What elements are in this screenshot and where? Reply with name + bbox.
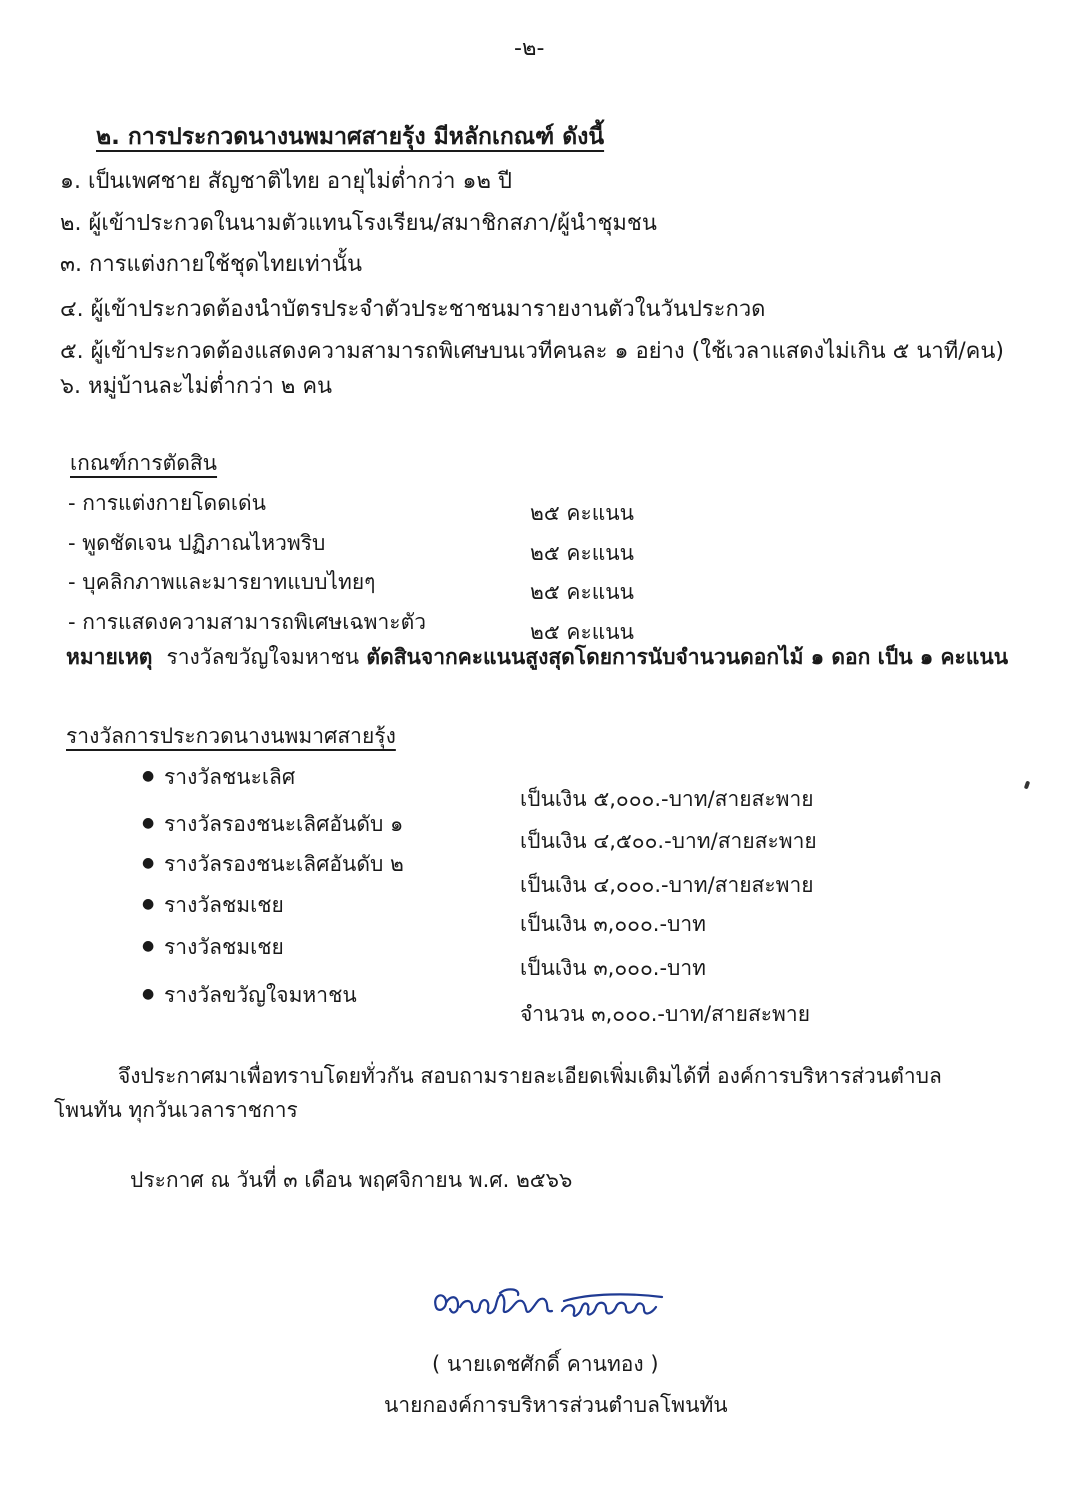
scan-speck bbox=[1024, 781, 1030, 790]
prize-name: ● รางวัลรองชนะเลิศอันดับ ๒ bbox=[142, 852, 404, 876]
requirement-item: ๖. หมู่บ้านละไม่ต่ำกว่า ๒ คน bbox=[60, 374, 333, 399]
closing-paragraph-line1: จึงประกาศมาเพื่อทราบโดยทั่วกัน สอบถามรายละเอียดเพิ่มเติมได้ที่ องค์การบริหารส่วนตำบล bbox=[118, 1064, 942, 1088]
criteria-score: ๒๕ คะแนน bbox=[530, 501, 634, 525]
bullet-icon: ● bbox=[142, 896, 155, 912]
requirement-item: ๒. ผู้เข้าประกวดในนามตัวแทนโรงเรียน/สมาชิกสภา/ผู้นำชุมชน bbox=[60, 211, 657, 236]
prize-amount: เป็นเงิน ๔,๐๐๐.-บาท/สายสะพาย bbox=[520, 873, 814, 897]
criteria-score: ๒๕ คะแนน bbox=[530, 620, 634, 644]
requirement-item: ๔. ผู้เข้าประกวดต้องนำบัตรประจำตัวประชาชนมารายงานตัวในวันประกวด bbox=[60, 297, 766, 322]
criteria-heading: เกณฑ์การตัดสิน bbox=[70, 451, 218, 475]
requirement-item: ๑. เป็นเพศชาย สัญชาติไทย อายุไม่ต่ำกว่า ๑๒ ปี bbox=[60, 169, 512, 194]
bullet-icon: ● bbox=[142, 986, 155, 1002]
closing-paragraph-line2: โพนทัน ทุกวันเวลาราชการ bbox=[54, 1098, 298, 1122]
requirement-item: ๓. การแต่งกายใช้ชุดไทยเท่านั้น bbox=[60, 252, 363, 277]
criteria-label: - การแสดงความสามารถพิเศษเฉพาะตัว bbox=[68, 610, 427, 634]
prize-name: ● รางวัลชนะเลิศ bbox=[142, 765, 296, 789]
prizes-heading: รางวัลการประกวดนางนพมาศสายรุ้ง bbox=[66, 724, 396, 748]
signatory-title: นายกองค์การบริหารส่วนตำบลโพนทัน bbox=[384, 1393, 728, 1417]
announcement-date: ประกาศ ณ วันที่ ๓ เดือน พฤศจิกายน พ.ศ. ๒๕๖๖ bbox=[130, 1168, 573, 1192]
prize-amount: จำนวน ๓,๐๐๐.-บาท/สายสะพาย bbox=[520, 1002, 811, 1026]
prize-amount: เป็นเงิน ๔,๕๐๐.-บาท/สายสะพาย bbox=[520, 829, 817, 853]
criteria-label: - พูดชัดเจน ปฏิภาณไหวพริบ bbox=[68, 531, 326, 555]
bullet-icon: ● bbox=[142, 815, 155, 831]
note-line bbox=[66, 641, 1008, 674]
prize-name: ● รางวัลชมเชย bbox=[142, 893, 284, 917]
criteria-label: - บุคลิกภาพและมารยาทแบบไทยๆ bbox=[68, 570, 376, 594]
page-number: -๒- bbox=[514, 36, 545, 61]
prize-amount: เป็นเงิน ๓,๐๐๐.-บาท bbox=[520, 912, 707, 936]
note-text-plain: รางวัลขวัญใจมหาชน bbox=[166, 645, 360, 669]
note-text-bold: ตัดสินจากคะแนนสูงสุดโดยการนับจำนวนดอกไม้ ๑ ดอก เป็น ๑ คะแนน bbox=[359, 645, 1009, 669]
criteria-score: ๒๕ คะแนน bbox=[530, 541, 634, 565]
bullet-icon: ● bbox=[142, 938, 155, 954]
requirement-item: ๕. ผู้เข้าประกวดต้องแสดงความสามารถพิเศษบนเวทีคนละ ๑ อย่าง (ใช้เวลาแสดงไม่เกิน ๕ นาที/คน) bbox=[60, 339, 1004, 364]
note-label: หมายเหตุ bbox=[66, 645, 153, 669]
handwritten-signature bbox=[430, 1285, 670, 1339]
prize-name: ● รางวัลขวัญใจมหาชน bbox=[142, 983, 357, 1007]
bullet-icon: ● bbox=[142, 855, 155, 871]
prize-name: ● รางวัลชมเชย bbox=[142, 935, 284, 959]
criteria-label: - การแต่งกายโดดเด่น bbox=[68, 491, 267, 515]
section-title: ๒. การประกวดนางนพมาศสายรุ้ง มีหลักเกณฑ์ ดังนี้ bbox=[96, 124, 605, 150]
criteria-score: ๒๕ คะแนน bbox=[530, 580, 634, 604]
signatory-name: ( นายเดชศักดิ์ คานทอง ) bbox=[432, 1352, 659, 1376]
prize-name: ● รางวัลรองชนะเลิศอันดับ ๑ bbox=[142, 812, 404, 836]
prize-amount: เป็นเงิน ๕,๐๐๐.-บาท/สายสะพาย bbox=[520, 787, 814, 811]
prize-amount: เป็นเงิน ๓,๐๐๐.-บาท bbox=[520, 956, 707, 980]
bullet-icon: ● bbox=[142, 768, 155, 784]
